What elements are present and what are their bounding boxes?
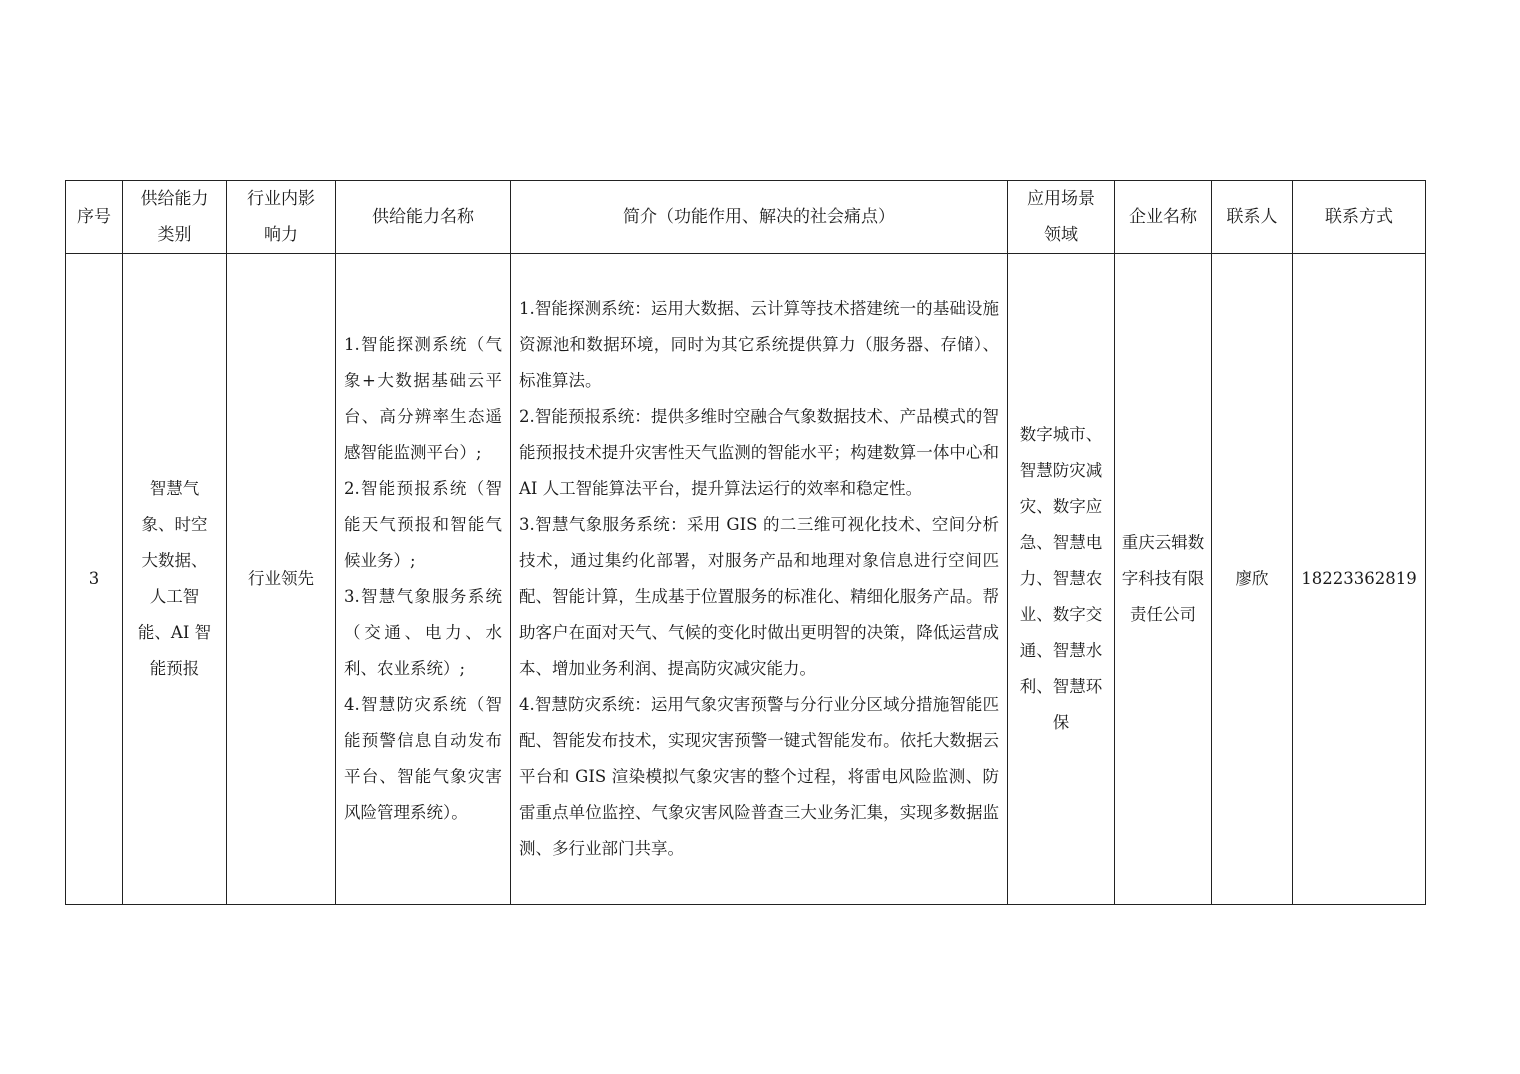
intro-paragraph-1: 1.智能探测系统：运用大数据、云计算等技术搭建统一的基础设施资源池和数据环境，同时为其它系统提供算力（服务器、存储）、标准算法。: [519, 299, 999, 390]
intro-paragraph-3: 3.智慧气象服务系统：采用 GIS 的二三维可视化技术、空间分析技术，通过集约化部署，对服务产品和地理对象信息进行空间匹配、智能计算，生成基于位置服务的标准化、精细化服务产品。帮助客户在面对天气、气候的变化时做出更明智的决策，降低运营成本、增加业务利润、提高防灾减灾能力。: [519, 515, 999, 678]
header-scenario-line-2: 领域: [1044, 225, 1078, 245]
supply-capability-table: [65, 180, 1426, 905]
header-category-line-1: 供给能力: [140, 189, 209, 209]
cell-phone: 18223362819: [1293, 254, 1426, 905]
header-category: [123, 181, 227, 254]
header-capability-name: 供给能力名称: [336, 181, 511, 254]
cell-capability-name: [336, 254, 511, 905]
capability-item-1: 1.智能探测系统（气象+大数据基础云平台、高分辨率生态遥感智能监测平台）;: [344, 335, 502, 462]
header-scenario-line-1: 应用场景: [1027, 189, 1095, 209]
category-line: 能预报: [149, 659, 200, 678]
intro-paragraph-4: 4.智慧防灾系统：运用气象灾害预警与分行业分区域分措施智能匹配、智能发布技术，实现灾害预警一键式智能发布。依托大数据云平台和 GIS 渲染模拟气象灾害的整个过程，将雷电风险监测、防雷重点单位监控、气象灾害风险普查三大业务汇集，实现多数据监测、多行业部门共享。: [519, 695, 999, 858]
cell-scenario: [1008, 254, 1115, 905]
header-scenario: [1008, 181, 1115, 254]
category-line: 智慧气: [149, 479, 200, 498]
cell-influence: 行业领先: [227, 254, 336, 905]
header-seq: 序号: [66, 181, 123, 254]
category-line: 能、AI 智: [137, 623, 212, 642]
cell-company: [1115, 254, 1212, 905]
capability-item-2: 2.智能预报系统（智能天气预报和智能气候业务）;: [344, 479, 502, 570]
header-phone: 联系方式: [1293, 181, 1426, 254]
header-intro: 简介（功能作用、解决的社会痛点）: [511, 181, 1008, 254]
cell-seq: 3: [66, 254, 123, 905]
capability-item-4: 4.智慧防灾系统（智能预警信息自动发布平台、智能气象灾害风险管理系统）。: [344, 695, 502, 822]
cell-intro: [511, 254, 1008, 905]
category-line: 人工智: [149, 587, 200, 606]
capability-item-3: 3.智慧气象服务系统（交通、电力、水利、农业系统）;: [344, 587, 502, 678]
cell-contact: 廖欣: [1212, 254, 1293, 905]
category-line: 大数据、: [141, 551, 208, 570]
category-line: 象、时空: [141, 515, 208, 534]
header-category-line-2: 类别: [157, 225, 192, 245]
cell-category: [123, 254, 227, 905]
header-influence-line-2: 响力: [264, 225, 298, 245]
company-name: 重庆云辑数字科技有限责任公司: [1121, 533, 1205, 624]
header-company: 企业名称: [1115, 181, 1212, 254]
header-influence: [227, 181, 336, 254]
scenario-text: 数字城市、智慧防灾减灾、数字应急、智慧电力、智慧农业、数字交通、智慧水利、智慧环保: [1019, 425, 1103, 732]
intro-paragraph-2: 2.智能预报系统：提供多维时空融合气象数据技术、产品模式的智能预报技术提升灾害性天气监测的智能水平；构建数算一体中心和 AI 人工智能算法平台，提升算法运行的效率和稳定性。: [519, 407, 999, 498]
table-row: [66, 254, 1426, 905]
header-contact: 联系人: [1212, 181, 1293, 254]
header-row: [66, 181, 1426, 254]
header-influence-line-1: 行业内影: [247, 189, 315, 209]
